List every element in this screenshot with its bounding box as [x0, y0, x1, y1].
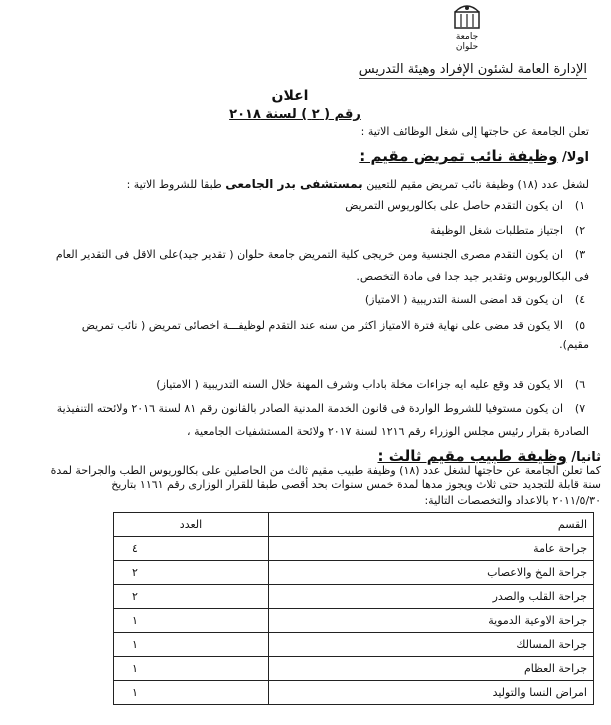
count-cell: ١ — [114, 609, 269, 633]
condition-number: ٧) — [574, 402, 586, 415]
condition-text: الصادرة بقرار رئيس مجلس الوزراء رقم ١٢١٦ لسنة ٢٠١٧ ولائحة المستشفيات الجامعية ، — [187, 425, 589, 438]
condition-number: ٤) — [574, 293, 586, 306]
table-row — [114, 681, 594, 705]
condition-number: ٥) — [574, 319, 586, 332]
count-cell: ١ — [114, 681, 269, 705]
section2-title: وظيفة طبيب مقيم ثالث : — [377, 447, 567, 465]
dept-cell: جراحة القلب والصدر — [269, 585, 594, 609]
dept-header: القسم — [269, 513, 594, 537]
table-row — [114, 561, 594, 585]
table-row — [114, 609, 594, 633]
dept-cell: جراحة العظام — [269, 657, 594, 681]
intro-text: تعلن الجامعة عن حاجتها إلى شغل الوظائف الاتية : — [360, 125, 589, 138]
count-cell: ٢ — [114, 561, 269, 585]
condition-number: ١) — [574, 199, 586, 212]
section1-hospital: بمستشفى بدر الجامعى — [225, 177, 363, 191]
count-cell: ٤ — [114, 537, 269, 561]
logo-caption: جامعة حلوان — [455, 32, 479, 52]
dept-cell: جراحة المسالك — [269, 633, 594, 657]
table-row — [114, 537, 594, 561]
condition-number: ٣) — [574, 248, 586, 261]
section2-line: سنة قابلة للتجديد حتى ثلاث ويجوز مدها لمدة خمس سنوات بحد أقصى طبقا للقرار الوزارى رقم ١١٦١ بتاريخ — [111, 478, 601, 491]
condition-text: ان يكون التقدم مصرى الجنسية ومن خريجى كلية التمريض جامعة حلوان ( تقدير جيد)على الاقل فى التقدير العام — [55, 248, 563, 261]
condition-number: ٢) — [574, 224, 586, 237]
dept-cell: جراحة المخ والاعصاب — [269, 561, 594, 585]
count-header: العدد — [114, 513, 269, 537]
condition-text: ان يكون التقدم حاصل على بكالوريوس التمريض — [345, 199, 563, 212]
section2-line: كما تعلن الجامعة عن حاجتها لشغل عدد (١٨) وظيفة طبيب مقيم ثالث من الحاصلين على بكالوريوس الطب والجراحة لمدة — [50, 464, 601, 477]
table-row — [114, 633, 594, 657]
department-header: الإدارة العامة لشئون الإفراد وهيئة التدريس — [358, 62, 587, 77]
condition-text: فى البكالوريوس وتقدير جيد جدا فى مادة التخصص. — [356, 270, 589, 283]
count-cell: ٢ — [114, 585, 269, 609]
dept-cell: امراض النسا والتوليد — [269, 681, 594, 705]
dept-cell: جراحة عامة — [269, 537, 594, 561]
table-header-row — [114, 513, 594, 537]
condition-text: اجتياز متطلبات شغل الوظيفة — [429, 224, 563, 237]
university-logo — [444, 2, 490, 52]
section1-heading — [359, 147, 589, 165]
count-cell: ١ — [114, 657, 269, 681]
section1-desc-suffix: طبقا للشروط الاتية : — [126, 178, 222, 191]
section2-prefix: ثانيا/ — [571, 450, 601, 465]
table-row — [114, 585, 594, 609]
section1-title: وظيفة نائب تمريض مقيم : — [359, 147, 558, 165]
condition-text: مقيم). — [559, 338, 589, 351]
section2-heading — [378, 447, 601, 465]
section1-prefix: اولا/ — [562, 150, 589, 165]
condition-number: ٦) — [574, 378, 586, 391]
departments-table — [113, 512, 594, 705]
count-cell: ١ — [114, 633, 269, 657]
condition-text: الا يكون قد مضى على نهاية فترة الامتياز اكثر من سنه عند التقدم لوظيفـــة اخصائى تمريض ( نائب تمريض — [81, 319, 563, 332]
condition-text: ان يكون مستوفيا للشروط الواردة فى قانون الخدمة المدنية الصادر بالقانون رقم ٨١ لسنة ٢٠١٦ ولائحته التنفيذية — [56, 402, 563, 415]
section1-description — [127, 177, 589, 191]
dept-cell: جراحة الاوعية الدموية — [269, 609, 594, 633]
announcement-number: رقم ( ٢ ) لسنة ٢٠١٨ — [229, 107, 361, 122]
university-emblem-icon — [452, 2, 482, 30]
condition-text: الا يكون قد وقع عليه ايه جزاءات مخلة باداب وشرف المهنة خلال السنه التدريبية ( الامتياز) — [156, 378, 563, 391]
condition-text: ان يكون قد امضى السنة التدريبية ( الامتياز) — [364, 293, 563, 306]
announcement-title: اعلان — [271, 88, 309, 104]
section2-line3: ٢٠١١/٥/٣٠ بالاعداد والتخصصات التالية: — [424, 494, 601, 507]
table-row — [114, 657, 594, 681]
section1-desc-prefix: لشغل عدد (١٨) وظيفة نائب تمريض مقيم للتعيين — [366, 178, 589, 191]
